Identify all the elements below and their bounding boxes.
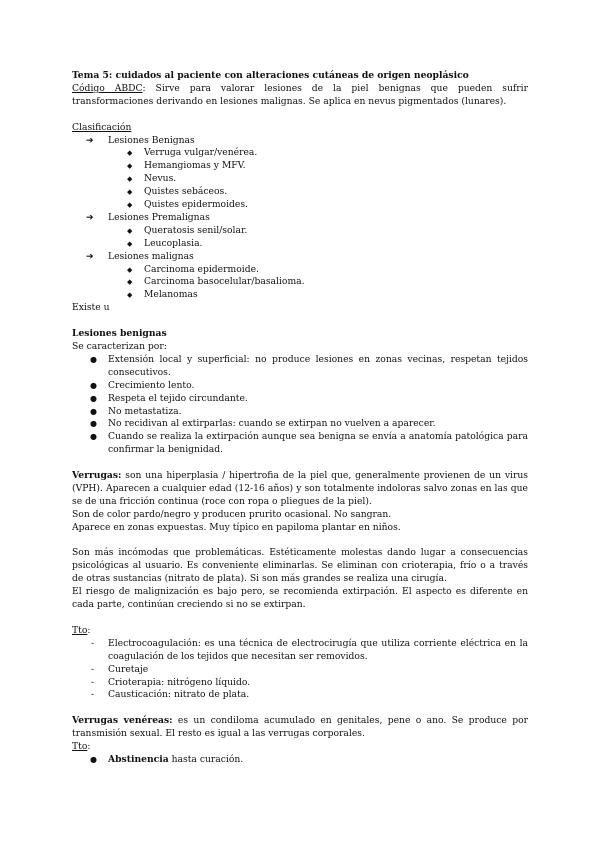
arrow-icon: ➔ [86, 251, 94, 262]
group-premalignas: ➔ Lesiones Premalignas [86, 211, 210, 223]
list-item: ◆ Leucoplasia. [127, 237, 203, 249]
list-item: ◆ Melanomas [127, 289, 198, 301]
venereas-paragraph: Verrugas venéreas: es un condiloma acumulado en genitales, pene o ano. Se produce por transmisión sexual. El resto es igual a las verrugas corporales. [72, 715, 529, 740]
benignas-heading: Lesiones benignas [72, 328, 167, 340]
diamond-bullet-icon: ◆ [127, 278, 133, 287]
abdc-paragraph [72, 83, 528, 109]
diamond-bullet-icon: ◆ [127, 265, 133, 274]
list-item: ◆ Carcinoma epidermoide. [127, 263, 259, 275]
verrugas-incomodas: Son más incómodas que problemáticas. Estéticamente molestas dando lugar a consecuencias psicológicas al usuario. Es conveniente eliminarlas. Se eliminan con crioterapia, frío o a través de otras sustancias (nitrato de plata). Si son más grandes se realiza una cirugía. [72, 547, 528, 585]
diamond-bullet-icon: ◆ [127, 175, 133, 184]
arrow-icon: ➔ [86, 212, 94, 223]
list-item: ● No metastatiza. [90, 405, 182, 417]
list-item: - Causticación: nitrato de plata. [91, 689, 250, 701]
dash-bullet: - [91, 637, 95, 649]
list-item: - Curetaje [91, 663, 149, 675]
dash-bullet: - [91, 689, 95, 701]
list-item: ● Abstinencia hasta curación. [90, 753, 244, 765]
tto-list [72, 638, 528, 703]
list-item: - Crioterapia: nitrógeno líquido. [91, 676, 251, 688]
diamond-bullet-icon: ◆ [127, 291, 133, 300]
verrugas-riesgo: El riesgo de malignización es bajo pero, se recomienda extirpación. El aspecto es diferente en cada parte, continúan creciendo si no se extirpan. [72, 586, 528, 611]
doc-title: Tema 5: cuidados al paciente con alteraciones cutáneas de origen neoplásico [72, 70, 469, 81]
list-item: ◆ Carcinoma basocelular/basalioma. [127, 276, 305, 288]
dash-bullet: - [91, 663, 95, 675]
abdc-text: : Sirve para valorar lesiones de la piel benignas que pueden sufrir transformaciones derivando en lesiones malignas. Se aplica en nevus pigmentados (lunares). [72, 82, 528, 107]
diamond-bullet-icon: ◆ [127, 239, 133, 248]
arrow-icon: ➔ [86, 135, 94, 146]
trailing-text: Existe u [72, 302, 110, 314]
group-benignas: ➔ Lesiones Benignas [86, 134, 195, 146]
dot-bullet-icon: ● [90, 754, 97, 764]
verrugas-label: Verrugas: [72, 470, 122, 482]
abdc-label: Código ABDC [72, 82, 143, 94]
list-item: ◆ Nevus. [127, 173, 177, 185]
dash-bullet: - [91, 676, 95, 688]
benignas-intro: Se caracterizan por: [72, 341, 167, 352]
list-item: ● Cuando se realiza la extirpación aunque sea benigna se envía a anatomía patológica para confirmar la benignidad. [90, 431, 528, 456]
verrugas-zonas: Aparece en zonas expuestas. Muy típico en papiloma plantar en niños. [72, 521, 401, 533]
verrugas-paragraph: Verrugas: son una hiperplasia / hipertrofia de la piel que, generalmente provienen de un virus (VPH). Aparecen a cualquier edad (12-16 años) y son totalmente indoloras salvo zonas en las que se de una fricción continua (roce con ropa o pliegues de la piel). [72, 470, 528, 507]
document-page [72, 70, 528, 767]
dot-bullet-icon: ● [90, 380, 97, 390]
diamond-bullet-icon: ◆ [127, 162, 133, 171]
dot-bullet-icon: ● [90, 393, 97, 403]
dot-bullet-icon: ● [90, 406, 97, 416]
dot-bullet-icon: ● [90, 432, 97, 442]
diamond-bullet-icon: ◆ [127, 226, 133, 235]
list-item: ● Crecimiento lento. [90, 379, 195, 391]
diamond-bullet-icon: ◆ [127, 149, 133, 158]
tto2-list [72, 754, 528, 767]
list-item: - Electrocoagulación: es una técnica de electrocirugía que utiliza corriente eléctrica en la coagulación de los tejidos que necesitan ser removidos. [91, 637, 528, 662]
list-item: ◆ Quistes sebáceos. [127, 186, 228, 198]
list-item: ◆ Quistes epidermoides. [127, 199, 248, 211]
list-item: ● No recidivan al extirparlas: cuando se extirpan no vuelven a aparecer. [90, 418, 436, 430]
tto-heading: Tto: [72, 624, 91, 636]
dot-bullet-icon: ● [90, 354, 97, 364]
list-item: ◆ Queratosis senil/solar. [127, 224, 248, 236]
dot-bullet-icon: ● [90, 419, 97, 429]
clasificacion-heading: Clasificación [72, 121, 132, 133]
diamond-bullet-icon: ◆ [127, 188, 133, 197]
benignas-list [72, 354, 528, 457]
list-item: ● Extensión local y superficial: no produce lesiones en zonas vecinas, respetan tejidos consecutivos. [90, 353, 528, 378]
verrugas-color: Son de color pardo/negro y producen prurito ocasional. No sangran. [72, 508, 392, 520]
venereas-label: Verrugas venéreas: [72, 715, 173, 727]
group-malignas: ➔ Lesiones malignas [86, 250, 194, 262]
diamond-bullet-icon: ◆ [127, 201, 133, 210]
list-item: ◆ Hemangiomas y MFV. [127, 160, 246, 172]
list-item: ● Respeta el tejido circundante. [90, 392, 248, 404]
tto2-heading: Tto: [72, 741, 91, 753]
clasificacion-list [72, 135, 528, 303]
list-item: ◆ Verruga vulgar/venérea. [127, 147, 258, 159]
